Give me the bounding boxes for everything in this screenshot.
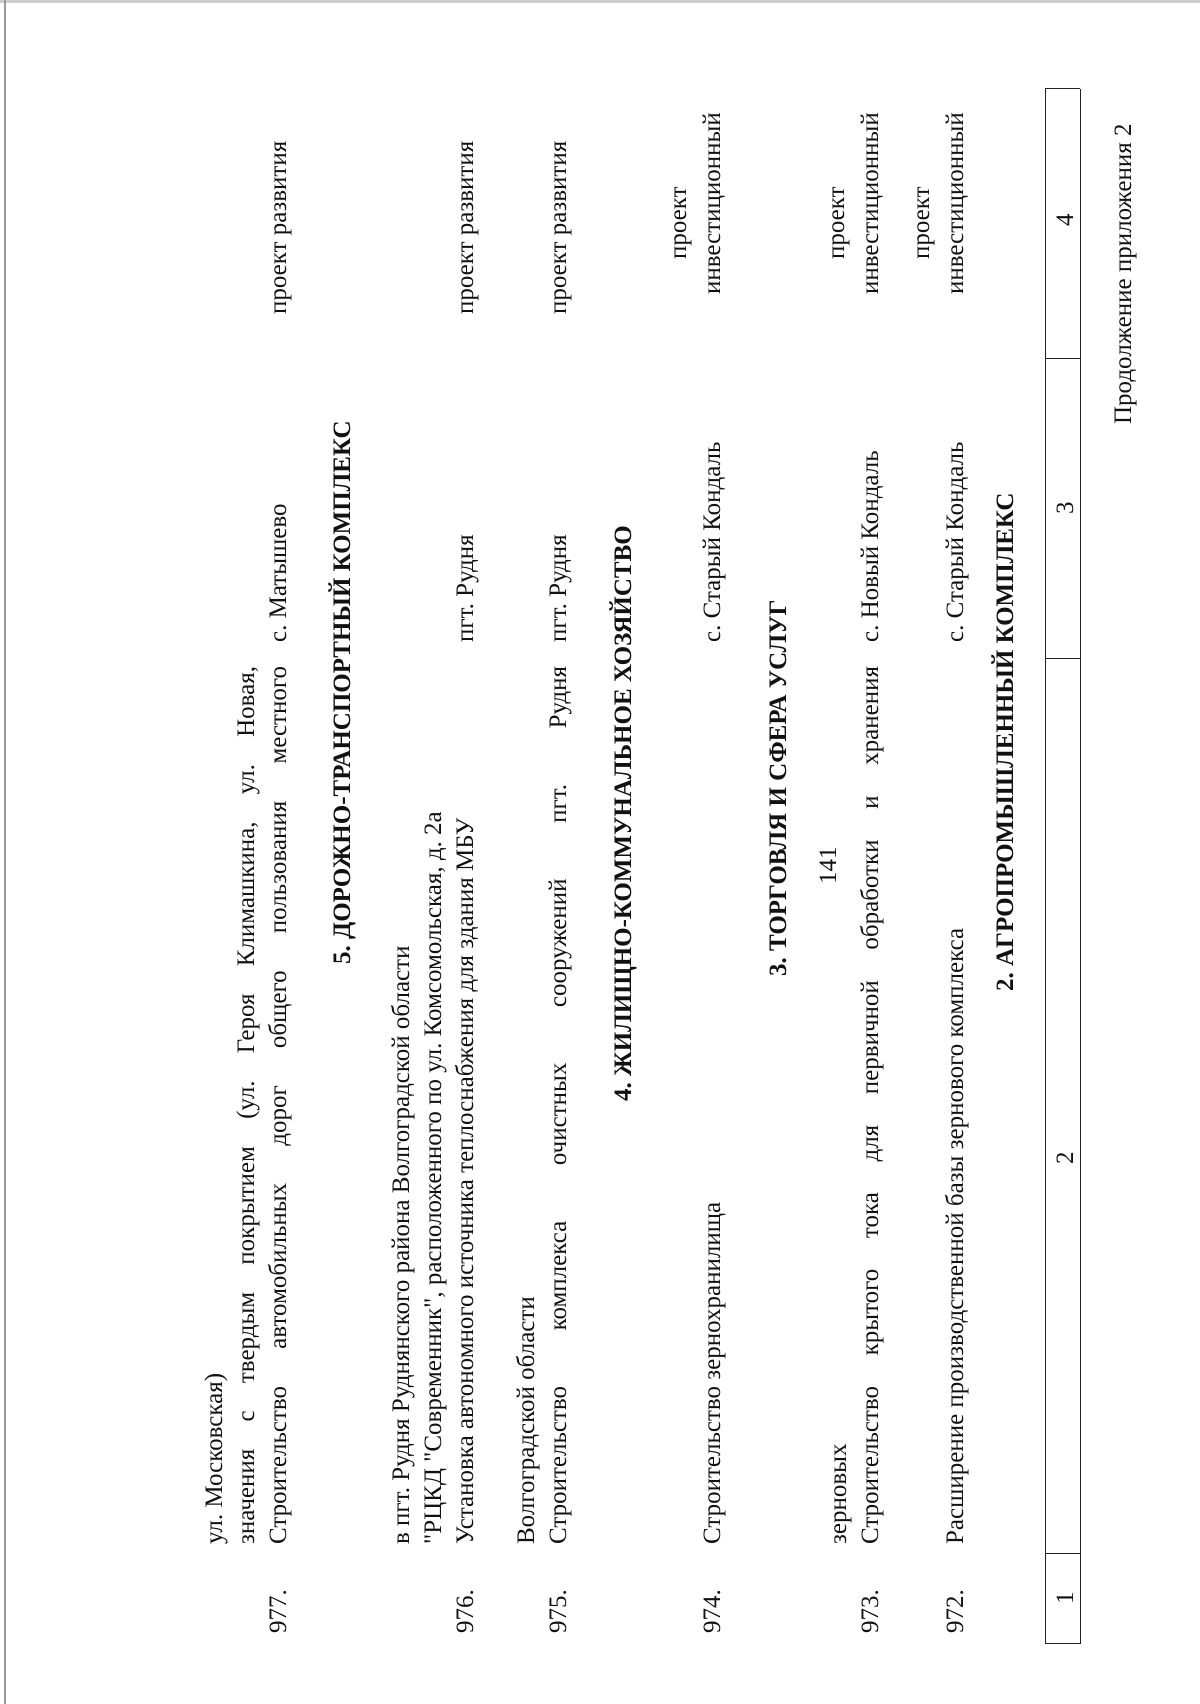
row-location: пгт. Рудня [452, 534, 479, 642]
row-number: 975. [545, 1589, 572, 1633]
row-type-line2: проект [908, 186, 935, 259]
col-header-4: 4 [1052, 213, 1079, 226]
header-divider-left [1045, 1643, 1080, 1644]
row-location: с. Матышево [265, 503, 292, 642]
header-divider-1 [1045, 1553, 1080, 1554]
header-bottom-rule [1080, 89, 1081, 1644]
header-divider-2 [1045, 658, 1080, 659]
col-header-2: 2 [1052, 1151, 1079, 1164]
row-description-line3: в пгт. Рудня Руднянского района Волгоградской области [388, 945, 415, 1544]
section-title: 5. ДОРОЖНО-ТРАНСПОРТНЫЙ КОМПЛЕКС [329, 420, 356, 964]
section-title: 3. ТОРГОВЛЯ И СФЕРА УСЛУГ [765, 599, 792, 976]
row-description: Установка автономного источника теплоснабжения для здания МБУ [452, 817, 479, 1544]
row-type: проект развития [545, 140, 572, 314]
header-divider-3 [1045, 358, 1080, 359]
row-type: инвестиционный [699, 112, 726, 294]
row-description-line2: зерновых [825, 1443, 852, 1544]
section-title: 4. ЖИЛИЩНО-КОММУНАЛЬНОЕ ХОЗЯЙСТВО [610, 525, 637, 1101]
row-type-line2: проект [823, 186, 850, 259]
col-header-1: 1 [1052, 1591, 1079, 1604]
continuation-label: Продолжение приложения 2 [1110, 123, 1137, 424]
row-location: с. Старый Кондаль [699, 441, 726, 642]
row-location: с. Новый Кондаль [857, 450, 884, 642]
section-title: 2. АГРОПРОМЫШЛЕННЫЙ КОМПЛЕКС [992, 492, 1019, 991]
row-description: Строительство зернохранилища [699, 1201, 726, 1544]
row-description: Строительство комплекса очистных сооружений пгт. Рудня [545, 666, 572, 1544]
row-description: Строительство крытого тока для первичной обработки и хранения [857, 666, 884, 1544]
row-number: 977. [265, 1589, 292, 1633]
row-type: инвестиционный [942, 112, 969, 294]
page-number: 141 [815, 846, 842, 884]
header-top-rule [1045, 89, 1046, 1644]
row-location: пгт. Рудня [545, 534, 572, 642]
row-number: 972. [942, 1589, 969, 1633]
header-divider-right [1045, 88, 1080, 89]
row-type-line2: проект [665, 186, 692, 259]
row-description-line2: Волгоградской области [513, 1296, 540, 1544]
row-description-line3: ул. Московская) [201, 1372, 228, 1544]
row-type: инвестиционный [857, 112, 884, 294]
row-description: Строительство автомобильных дорог общего пользования местного [265, 666, 292, 1544]
row-description: Расширение производственной базы зернового комплекса [942, 927, 969, 1544]
row-number: 973. [857, 1589, 884, 1633]
row-type: проект развития [452, 140, 479, 314]
row-type: проект развития [265, 140, 292, 314]
col-header-3: 3 [1052, 501, 1079, 514]
row-description-line2: "РЦКД "Современник", расположенного по ул. Комсомольская, д. 2а [420, 811, 447, 1544]
row-location: с. Старый Кондаль [942, 441, 969, 642]
row-number: 976. [452, 1589, 479, 1633]
row-description-line2: значения с твердым покрытием (ул. Героя Климашкина, ул. Новая, [233, 666, 260, 1544]
row-number: 974. [699, 1589, 726, 1633]
